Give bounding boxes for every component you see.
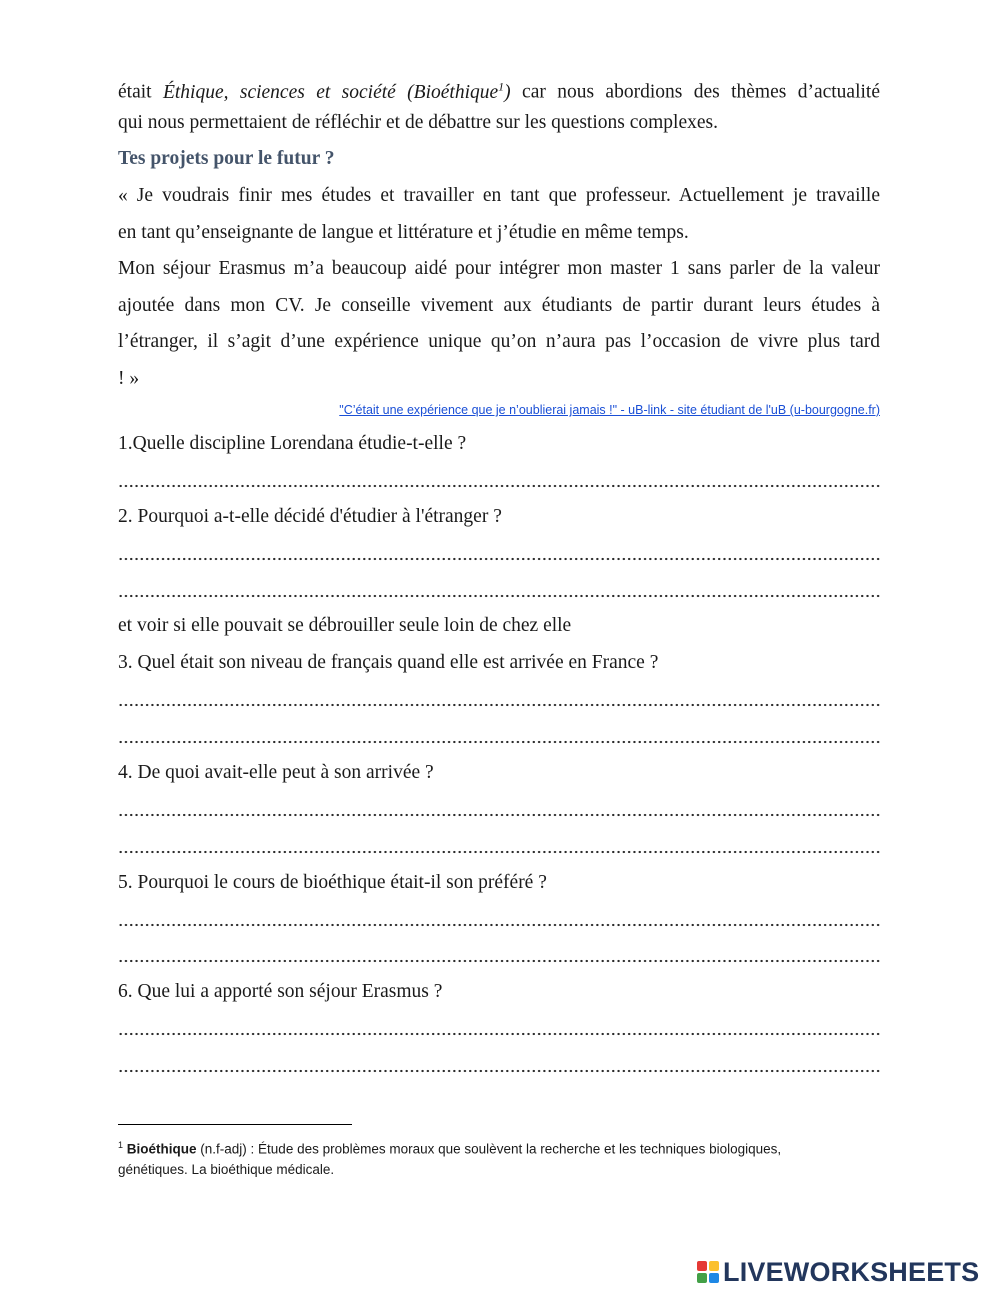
quote-line: Mon séjour Erasmus m’a beaucoup aidé pour intégrer mon master 1 sans parler de la valeur — [118, 258, 880, 279]
quote-line: « Je voudrais finir mes études et travailler en tant que professeur. Actuellement je travaille — [118, 185, 880, 206]
question-6: 6. Que lui a apporté son séjour Erasmus ? — [118, 981, 443, 1002]
course-title-close: ) — [504, 81, 511, 103]
footnote-number: 1 — [118, 1140, 124, 1150]
answer-line-3a[interactable] — [118, 700, 880, 710]
footnote-definition: (n.f-adj) : Étude des problèmes moraux que soulèvent la recherche et les techniques biologiques, — [196, 1141, 782, 1157]
quote-line: l’étranger, il s’agit d’une expérience unique qu’on n’aura pas l’occasion de vivre plus tard — [118, 331, 880, 352]
source-link[interactable]: "C’était une expérience que je n’oublierai jamais !" - uB-link - site étudiant de l'uB (u-bourgogne.fr) — [339, 403, 880, 417]
quote-line: en tant qu’enseignante de langue et littérature et j’étudie en même temps. — [118, 222, 689, 243]
footnote — [118, 1135, 888, 1180]
footnote-term: Bioéthique — [126, 1141, 197, 1157]
answer-line-6b[interactable] — [118, 1066, 880, 1076]
footnote-divider — [118, 1124, 352, 1125]
quote-line: ajoutée dans mon CV. Je conseille vivement aux étudiants de partir durant leurs études à — [118, 295, 880, 316]
footnote-definition-cont: génétiques. La bioéthique médicale. — [118, 1161, 335, 1177]
answer-line-6a[interactable] — [118, 1029, 880, 1039]
course-title: Éthique, sciences et société (Bioéthique — [162, 81, 499, 103]
intro-text: était — [118, 81, 163, 103]
intro-line-1 — [118, 74, 880, 105]
answer-line-5a[interactable] — [118, 920, 880, 930]
question-5: 5. Pourquoi le cours de bioéthique était-il son préféré ? — [118, 872, 547, 893]
intro-text: car nous abordions des thèmes d’actualité — [510, 81, 880, 103]
answer-line-1[interactable] — [118, 481, 880, 491]
answer-line-4b[interactable] — [118, 847, 880, 857]
answer-line-2a[interactable] — [118, 554, 880, 564]
source-citation — [118, 402, 880, 418]
question-2: 2. Pourquoi a-t-elle décidé d'étudier à l'étranger ? — [118, 506, 502, 527]
liveworksheets-logo — [697, 1255, 979, 1289]
answer-line-4a[interactable] — [118, 810, 880, 820]
quote-line: ! » — [118, 368, 140, 389]
logo-text: LIVEWORKSHEETS — [723, 1256, 980, 1287]
answer-line-3b[interactable] — [118, 737, 880, 747]
intro-line-2: qui nous permettaient de réfléchir et de débattre sur les questions complexes. — [118, 112, 718, 133]
question-4: 4. De quoi avait-elle peut à son arrivée ? — [118, 762, 434, 783]
answer-line-2b[interactable] — [118, 591, 880, 601]
answer-line-5b[interactable] — [118, 956, 880, 966]
footnote-ref: 1 — [498, 79, 505, 93]
logo-blocks-icon — [697, 1260, 721, 1284]
section-heading: Tes projets pour le futur ? — [118, 148, 335, 169]
question-2-answer-hint: et voir si elle pouvait se débrouiller seule loin de chez elle — [118, 615, 572, 636]
question-1: 1.Quelle discipline Lorendana étudie-t-elle ? — [118, 433, 467, 454]
question-3: 3. Quel était son niveau de français quand elle est arrivée en France ? — [118, 652, 659, 673]
